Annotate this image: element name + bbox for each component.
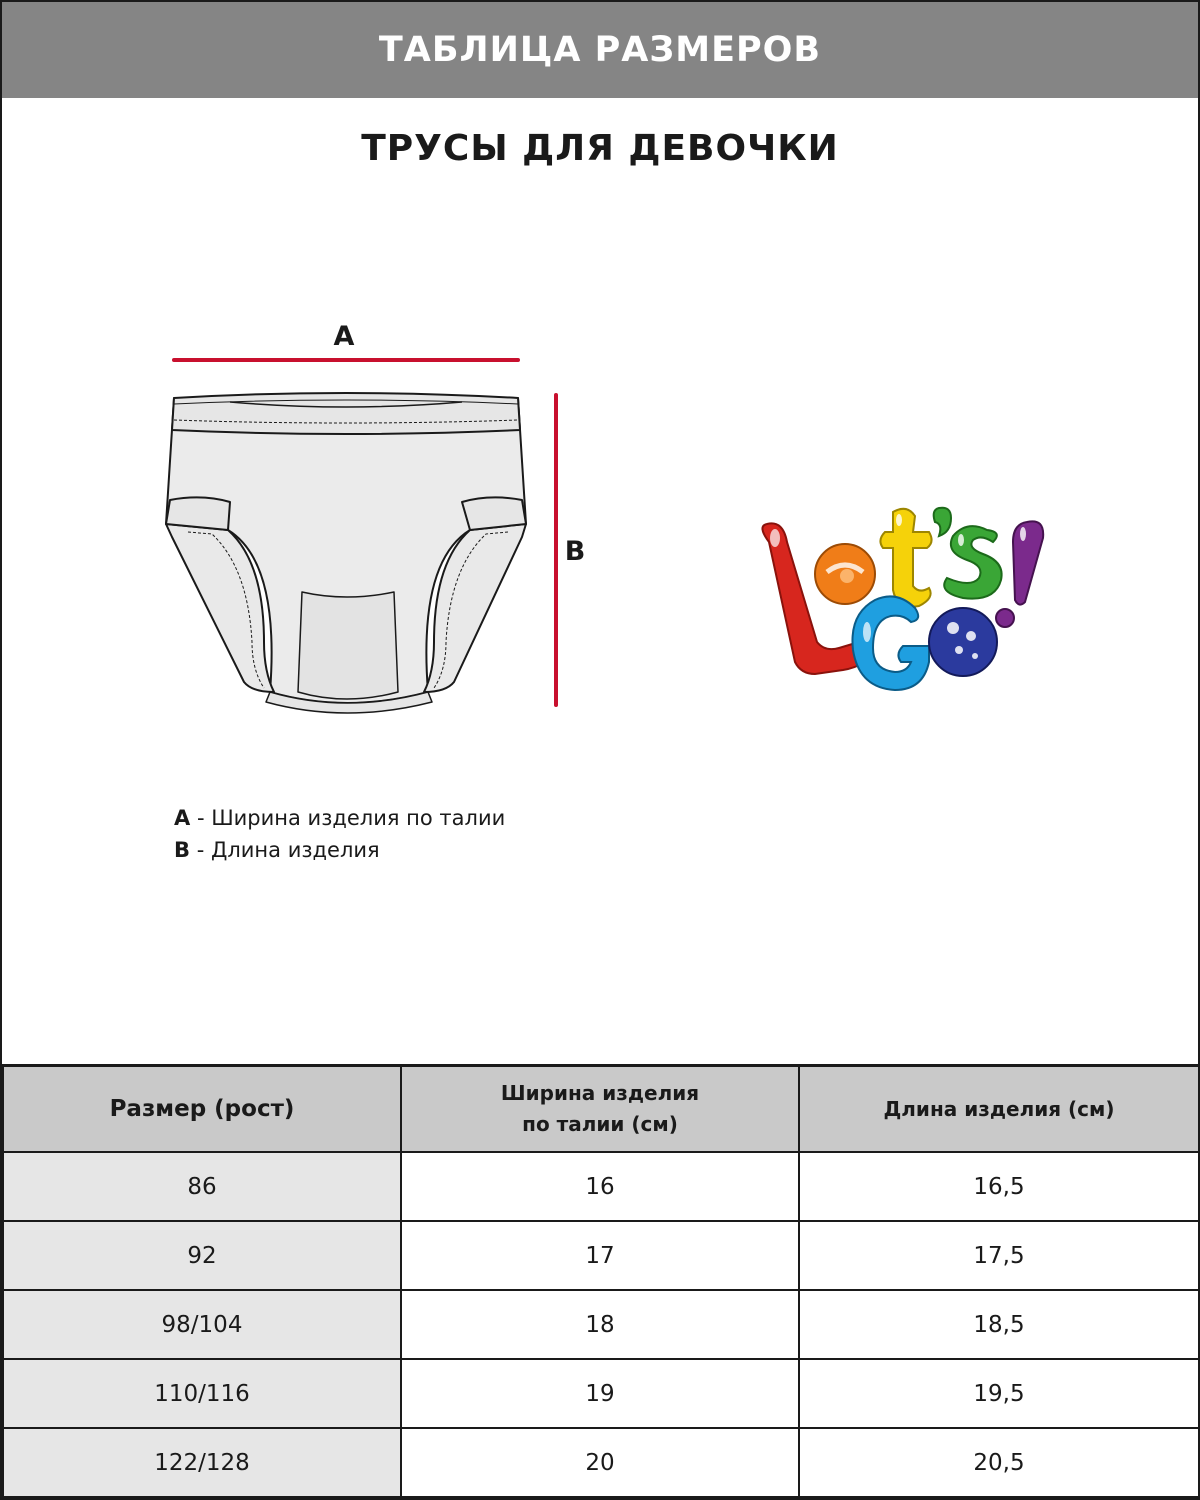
column-header-size: Размер (рост) (3, 1066, 401, 1153)
logo-exclamation (1013, 521, 1043, 604)
legend-item-a (174, 802, 505, 834)
logo-letter-s (944, 526, 1001, 598)
table-row (3, 1221, 1199, 1290)
cell-width: 16 (401, 1152, 799, 1221)
legend-item-b (174, 834, 505, 866)
cell-width: 20 (401, 1428, 799, 1497)
brand-logo (747, 502, 1052, 702)
logo-letter-g (852, 596, 929, 690)
garment-diagram (2, 2, 702, 762)
legend-text-a: - Ширина изделия по талии (190, 806, 506, 830)
product-title: ТРУСЫ ДЛЯ ДЕВОЧКИ (361, 128, 839, 169)
column-header-width (401, 1066, 799, 1153)
size-table (2, 1064, 1200, 1498)
briefs-drawing (166, 393, 526, 713)
column-header-width-line1: Ширина изделия (500, 1081, 700, 1105)
cell-width: 18 (401, 1290, 799, 1359)
table-row (3, 1290, 1199, 1359)
legend-text-b: - Длина изделия (190, 838, 380, 862)
cell-length: 20,5 (799, 1428, 1199, 1497)
measure-label-b: B (564, 536, 586, 567)
header-title: ТАБЛИЦА РАЗМЕРОВ (378, 30, 822, 70)
cell-length: 17,5 (799, 1221, 1199, 1290)
column-header-length: Длина изделия (см) (799, 1066, 1199, 1153)
legend-key-b: B (174, 838, 191, 862)
measurement-legend (174, 802, 505, 866)
cell-width: 19 (401, 1359, 799, 1428)
cell-size: 110/116 (3, 1359, 401, 1428)
cell-size: 98/104 (3, 1290, 401, 1359)
cell-length: 16,5 (799, 1152, 1199, 1221)
logo-letter-t (880, 509, 931, 607)
legend-key-a: A (174, 806, 191, 830)
table-row (3, 1428, 1199, 1497)
cell-size: 122/128 (3, 1428, 401, 1497)
cell-size: 86 (3, 1152, 401, 1221)
measure-label-a: A (333, 321, 355, 352)
logo-apostrophe (934, 508, 951, 536)
cell-size: 92 (3, 1221, 401, 1290)
table-row (3, 1359, 1199, 1428)
cell-length: 19,5 (799, 1359, 1199, 1428)
column-header-width-line2: по талии (см) (522, 1112, 678, 1136)
cell-width: 17 (401, 1221, 799, 1290)
cell-length: 18,5 (799, 1290, 1199, 1359)
table-row (3, 1152, 1199, 1221)
logo-letter-o (929, 608, 997, 676)
table-header-row (3, 1066, 1199, 1153)
